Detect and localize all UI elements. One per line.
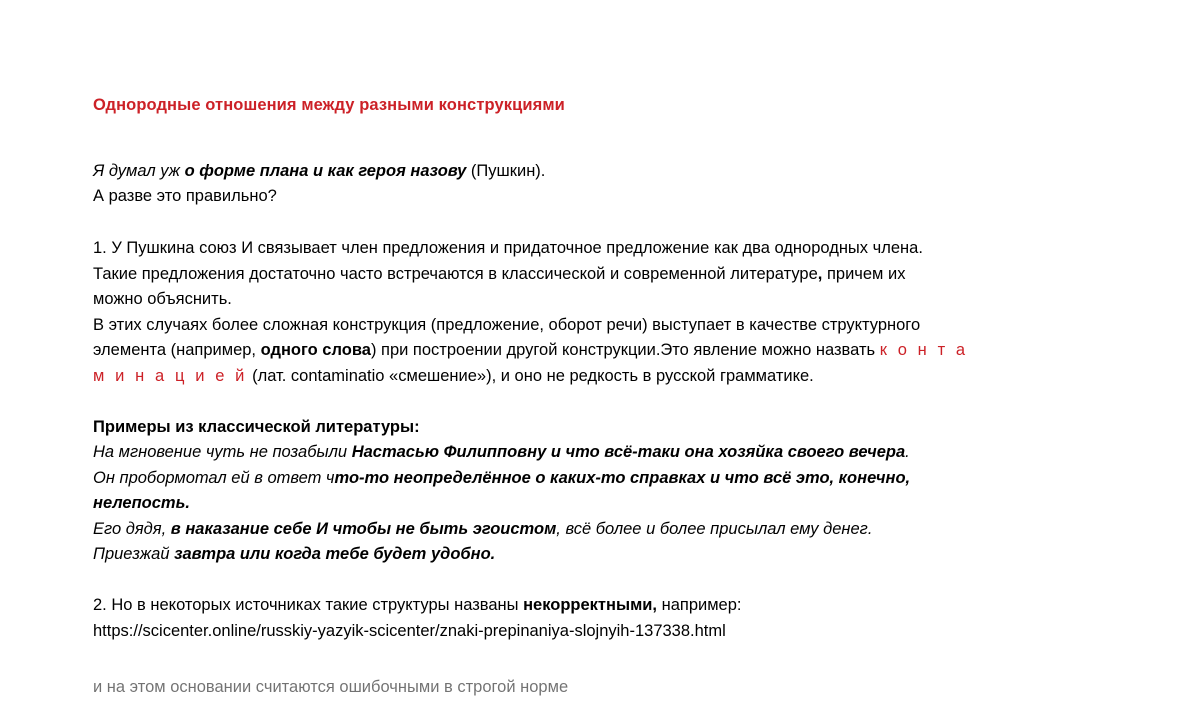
page-title: Однородные отношения между разными конструкциями — [93, 96, 565, 114]
term-kontaminaciey-part1: к о н т а — [879, 341, 969, 360]
point-one-line6-rest: (лат. contaminatio «смешение»), и оно не редкость в русской грамматике. — [247, 366, 814, 385]
example-item — [93, 440, 1105, 466]
point-two-block — [93, 593, 1105, 644]
point-one-line5-b: ) при построении другой конструкции.Это явление можно назвать — [370, 341, 880, 360]
point-two-emphasis-nekorrektnymi: некорректными, — [523, 596, 658, 615]
point-one-line5-a: элемента (например, — [93, 341, 261, 360]
point-one-emphasis-odnogo-slova: одного слова — [260, 341, 371, 360]
example-2-bold: то-то неопределённое о каких-то справках и что всё это, конечно, — [334, 468, 911, 487]
point-one-line-1: 1. У Пушкина союз И связывает член предложения и придаточное предложение как два однородных члена. — [93, 238, 923, 257]
example-4-bold: завтра или когда тебе будет удобно. — [174, 545, 496, 564]
point-one-line-2 — [93, 262, 1105, 288]
example-item — [93, 542, 1105, 568]
example-1-bold: Настасью Филипповну и что всё-таки она хозяйка своего вечера — [351, 443, 906, 462]
source-url[interactable]: https://scicenter.online/russkiy-yazyik-scicenter/znaki-prepinaniya-slojnyih-137338.html — [93, 621, 726, 640]
examples-block — [93, 415, 1105, 569]
example-3-tail: , всё более и более присылал ему денег. — [556, 519, 873, 538]
point-one-line2-a: Такие предложения достаточно часто встречаются в классической и современной литературе — [93, 264, 818, 283]
point-one-line-4: В этих случаях более сложная конструкция (предложение, оборот речи) выступает в качестве структурного — [93, 315, 921, 334]
example-3-italic: Его дядя, — [93, 519, 171, 538]
spacer — [93, 390, 1105, 415]
point-two-line1-b: например: — [657, 596, 742, 615]
example-4-italic: Приезжай — [93, 545, 175, 564]
example-2-bold-line2: нелепость. — [93, 494, 190, 513]
epigraph-block — [93, 159, 1105, 210]
clipped-bottom-line: и на этом основании считаются ошибочными в строгой норме — [93, 678, 569, 696]
examples-title: Примеры из классической литературы: — [93, 417, 420, 436]
example-2-continuation — [93, 491, 1105, 517]
example-item — [93, 517, 1105, 543]
example-1-tail: . — [905, 443, 910, 462]
epigraph-quote-line — [93, 159, 1105, 185]
example-item — [93, 466, 1105, 492]
spacer — [93, 568, 1105, 593]
example-3-bold: в наказание себе И чтобы не быть эгоистом — [170, 519, 557, 538]
epigraph-quote-bold: о форме плана и как героя назову — [184, 161, 467, 180]
term-kontaminaciey-part2: м и н а ц и е й — [93, 366, 248, 385]
point-one-line2-comma: , — [817, 264, 823, 283]
epigraph-question: А разве это правильно? — [93, 187, 277, 206]
example-1-italic: На мгновение чуть не позабыли — [93, 443, 352, 462]
point-one-line-5 — [93, 338, 1105, 364]
epigraph-attribution: (Пушкин). — [466, 161, 546, 180]
point-one-line-6 — [93, 364, 1105, 390]
point-one-line-3: можно объяснить. — [93, 290, 232, 309]
point-two-line1-a: 2. Но в некоторых источниках такие структуры названы — [93, 596, 524, 615]
point-one-block — [93, 236, 1105, 390]
point-two-line-1 — [93, 593, 1105, 619]
epigraph-quote-italic: Я думал уж — [93, 161, 185, 180]
spacer — [93, 210, 1105, 236]
point-one-line2-b: причем их — [822, 264, 906, 283]
example-2-italic: Он пробормотал ей в ответ ч — [93, 468, 335, 487]
